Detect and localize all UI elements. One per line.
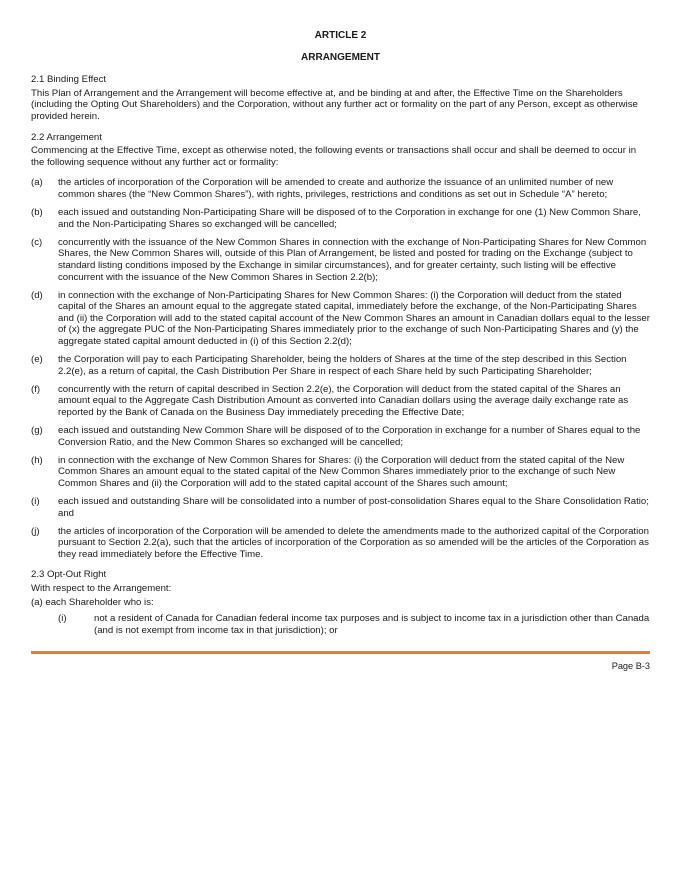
list-item-text: concurrently with the return of capital described in Section 2.2(e), the Corporation will deduct from the stated capital of the Shares an amount equal to the Aggregate Cash Distribution Amount as converted into Canadian dollars using the average daily exchange rate as reported by the Bank of Canada on the Business Day immediately preceding the Effective Date; <box>58 383 629 418</box>
section-2-2-heading: 2.2 Arrangement <box>31 131 102 143</box>
list-item <box>31 207 650 230</box>
list-item <box>31 384 650 419</box>
list-item <box>31 177 650 200</box>
list-item-label: (d) <box>31 289 43 301</box>
sub-list-item-text: not a resident of Canada for Canadian federal income tax purposes and is subject to income tax in a jurisdiction other than Canada (and is not exempt from income tax in that jurisdiction); or <box>94 613 650 636</box>
list-item-text: concurrently with the issuance of the New Common Shares in connection with the exchange of Non-Participating Shares for New Common Shares, the New Common Shares will, outside of this Plan of Arrangement, be listed and posted for trading on the Exchange (subject to standard listing conditions imposed by the Exchange in similar circumstances), and for greater certainty, such listing will be effective concurrent with the issuance of the New Common Shares in Section 2.2(b); <box>58 236 647 283</box>
section-2-1-heading: 2.1 Binding Effect <box>31 74 107 86</box>
list-item-text: each issued and outstanding New Common Share will be disposed of to the Corporation in exchange for a number of Shares equal to the Conversion Ratio, and the New Common Shares so exchanged will be cancelled; <box>58 425 641 448</box>
list-item-label: (e) <box>31 354 43 366</box>
list-item <box>31 290 650 348</box>
section-2-3-intro: With respect to the Arrangement: <box>31 583 172 595</box>
list-item-label: (b) <box>31 207 43 219</box>
list-item-text: in connection with the exchange of New Common Shares for Shares: (i) the Corporation will deduct from the stated capital of the New Common Shares an amount equal to the stated capital of the New Common Shares immediately prior to the exchange of such New Common Shares and (ii) the Corporation will add to the stated capital account of the Shares such amount; <box>58 454 625 489</box>
page-number: Page B-3 <box>611 661 650 671</box>
list-item <box>31 354 650 377</box>
page-content <box>31 30 650 636</box>
list-item <box>31 425 650 448</box>
list-item-text: each issued and outstanding Share will be consolidated into a number of post-consolidation Shares equal to the Share Consolidation Ratio; and <box>58 496 649 519</box>
list-item-text: in connection with the exchange of Non-Participating Shares for New Common Shares: (i) the Corporation will deduct from the stated capital of the Shares an amount equal to the aggregate stated capital, immediately before the exchange, of the Non-Participating Shares and (ii) the Corporation will add to the stated capital account of the New Common Shares an amount in Canadian dollars equal to the lesser of (x) the aggregate PUC of the Non-Participating Shares immediately prior to the exchange of such Non-Participating Shares and (y) the aggregate stated capital amount deducted in (i) of this Section 2.2(d); <box>58 289 650 347</box>
list-item-label: (i) <box>31 496 40 507</box>
section-2-1-text: This Plan of Arrangement and the Arrangement will become effective at, and be binding at and after, the Effective Time on the Shareholders (including the Opting Out Shareholders) and the Corporation, without any further act or formality on the part of any Person, except as otherwise provided herein. <box>31 87 638 122</box>
section-2-3-item-a: (a) each Shareholder who is: <box>31 596 154 608</box>
list-item-label: (j) <box>31 525 40 537</box>
section-2-2-intro: Commencing at the Effective Time, except as otherwise noted, the following events or transactions shall occur and shall be deemed to occur in the following sequence without any further act or formality: <box>31 145 637 168</box>
list-item-label: (h) <box>31 454 43 466</box>
list-item <box>31 455 650 490</box>
list-item <box>31 496 650 519</box>
sub-list-item <box>58 613 650 636</box>
list-item-label: (g) <box>31 425 43 437</box>
list-item-text: each issued and outstanding Non-Participating Share will be disposed of to the Corporation in exchange for one (1) New Common Share, and the Non-Participating Shares so exchanged will be cancelled; <box>58 207 641 230</box>
list-item <box>31 237 650 283</box>
section-2-3-heading: 2.3 Opt-Out Right <box>31 569 107 581</box>
footer-divider <box>31 651 650 654</box>
sub-list-item-label: (i) <box>58 613 67 625</box>
list-item-text: the articles of incorporation of the Corporation will be amended to delete the amendments made to the authorized capital of the Corporation pursuant to Section 2.2(a), such that the articles of incorporation of the Corporation as so amended will be the articles of the Corporation as they read immediately before the Effective Time. <box>58 525 649 560</box>
article-subtitle: ARRANGEMENT <box>301 51 380 63</box>
list-item-label: (c) <box>31 236 43 248</box>
list-item-label: (a) <box>31 177 43 189</box>
list-item-text: the Corporation will pay to each Participating Shareholder, being the holders of Shares at the time of the step described in this Section 2.2(e), as a return of capital, the Cash Distribution Per Share in respect of each Share held by such Participating Shareholder; <box>58 354 627 377</box>
list-item-text: the articles of incorporation of the Corporation will be amended to create and authorize the issuance of an unlimited number of new common shares (the “New Common Shares”), with rights, privileges, restrictions and conditions as set out in Schedule “A” hereto; <box>58 177 614 200</box>
list-item-label: (f) <box>31 383 41 395</box>
list-item <box>31 526 650 561</box>
article-title: ARTICLE 2 <box>314 30 367 41</box>
